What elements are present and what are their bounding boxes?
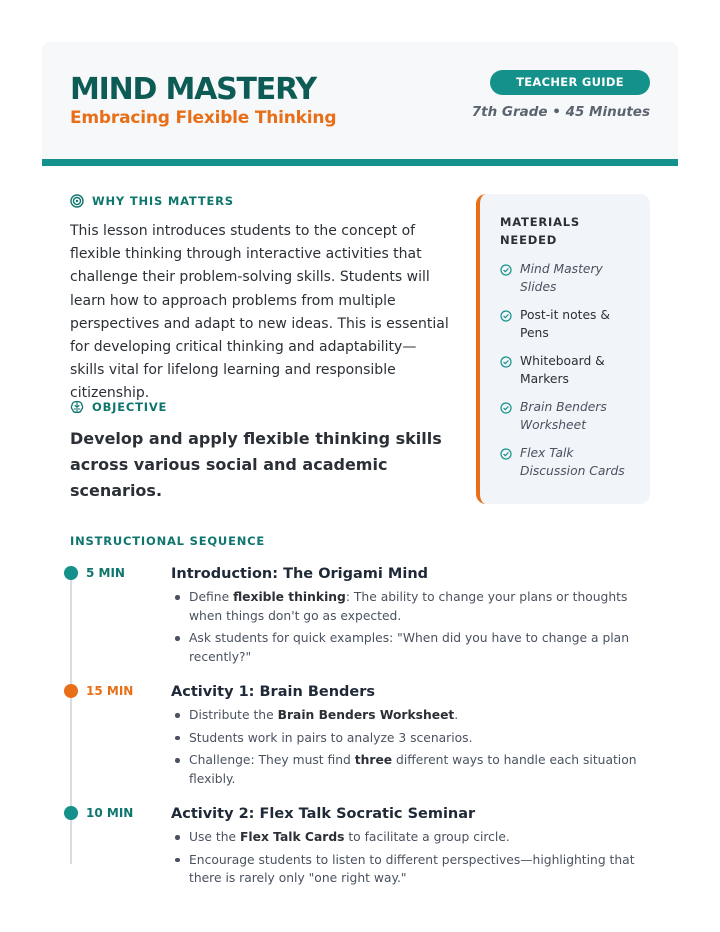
step-bullet: Ask students for quick examples: "When did you have to change a plan recently?" xyxy=(171,629,650,666)
material-item xyxy=(500,399,634,434)
material-item xyxy=(500,261,634,296)
brain-icon xyxy=(70,400,84,414)
target-icon xyxy=(70,194,84,208)
timeline-dot xyxy=(64,566,78,580)
step-title: Activity 1: Brain Benders xyxy=(171,684,376,700)
sequence-step xyxy=(70,564,650,666)
step-bullet: Define flexible thinking: The ability to change your plans or thoughts when things don't go as expected. xyxy=(171,588,650,625)
page-subtitle: Embracing Flexible Thinking xyxy=(70,108,337,128)
sequence-step xyxy=(70,804,650,888)
instructional-sequence xyxy=(70,534,650,892)
grade-duration: 7th Grade • 45 Minutes xyxy=(471,104,650,120)
teacher-guide-badge: TEACHER GUIDE xyxy=(490,70,650,95)
why-heading xyxy=(70,194,450,208)
step-bullet: Encourage students to listen to different perspectives—highlighting that there is rarely only "one right way." xyxy=(171,851,650,888)
lesson-page xyxy=(42,42,678,885)
sequence-step xyxy=(70,682,650,788)
step-bullet: Use the Flex Talk Cards to facilitate a group circle. xyxy=(171,828,650,847)
step-duration: 10 MIN xyxy=(86,806,134,820)
material-item xyxy=(500,353,634,388)
objective-text: Develop and apply flexible thinking skills across various social and academic scenarios. xyxy=(70,429,442,500)
check-circle-icon xyxy=(500,310,512,322)
material-label: Whiteboard & Markers xyxy=(520,354,605,386)
why-text: This lesson introduces students to the concept of flexible thinking through interactive activities that challenge their problem-solving skills. Students will learn how to approach problems from multiple perspectives and adapt to new ideas. This is essential for developing critical thinking and adaptability—skills vital for lifelong learning and responsible citizenship. xyxy=(70,223,449,402)
step-bullet: Distribute the Brain Benders Worksheet. xyxy=(171,706,650,725)
why-section xyxy=(70,194,450,406)
timeline-dot xyxy=(64,684,78,698)
step-bullets xyxy=(171,828,650,888)
why-heading-label: WHY THIS MATTERS xyxy=(92,194,234,208)
step-duration: 5 MIN xyxy=(86,566,125,580)
materials-heading: MATERIALS NEEDED xyxy=(500,215,580,247)
material-label: Brain Benders Worksheet xyxy=(520,400,607,432)
timeline-dot xyxy=(64,806,78,820)
check-circle-icon xyxy=(500,264,512,276)
material-label: Flex Talk Discussion Cards xyxy=(520,446,625,478)
sequence-heading: INSTRUCTIONAL SEQUENCE xyxy=(70,534,266,548)
step-bullet: Students work in pairs to analyze 3 scenarios. xyxy=(171,729,650,748)
materials-list xyxy=(500,261,634,480)
material-item xyxy=(500,307,634,342)
check-circle-icon xyxy=(500,356,512,368)
step-duration: 15 MIN xyxy=(86,684,134,698)
step-bullet: Challenge: They must find three different ways to handle each situation flexibly. xyxy=(171,751,650,788)
objective-heading xyxy=(70,400,450,414)
materials-panel xyxy=(476,194,650,504)
header xyxy=(42,42,678,166)
material-label: Post-it notes & Pens xyxy=(520,308,610,340)
objective-heading-label: OBJECTIVE xyxy=(92,400,168,414)
step-bullets xyxy=(171,588,650,666)
step-title: Introduction: The Origami Mind xyxy=(171,566,429,582)
step-title: Activity 2: Flex Talk Socratic Seminar xyxy=(171,806,476,822)
check-circle-icon xyxy=(500,402,512,414)
material-item xyxy=(500,445,634,480)
page-title: MIND MASTERY xyxy=(70,72,316,107)
objective-section xyxy=(70,400,450,504)
material-label: Mind Mastery Slides xyxy=(520,262,603,294)
step-bullets xyxy=(171,706,650,788)
check-circle-icon xyxy=(500,448,512,460)
